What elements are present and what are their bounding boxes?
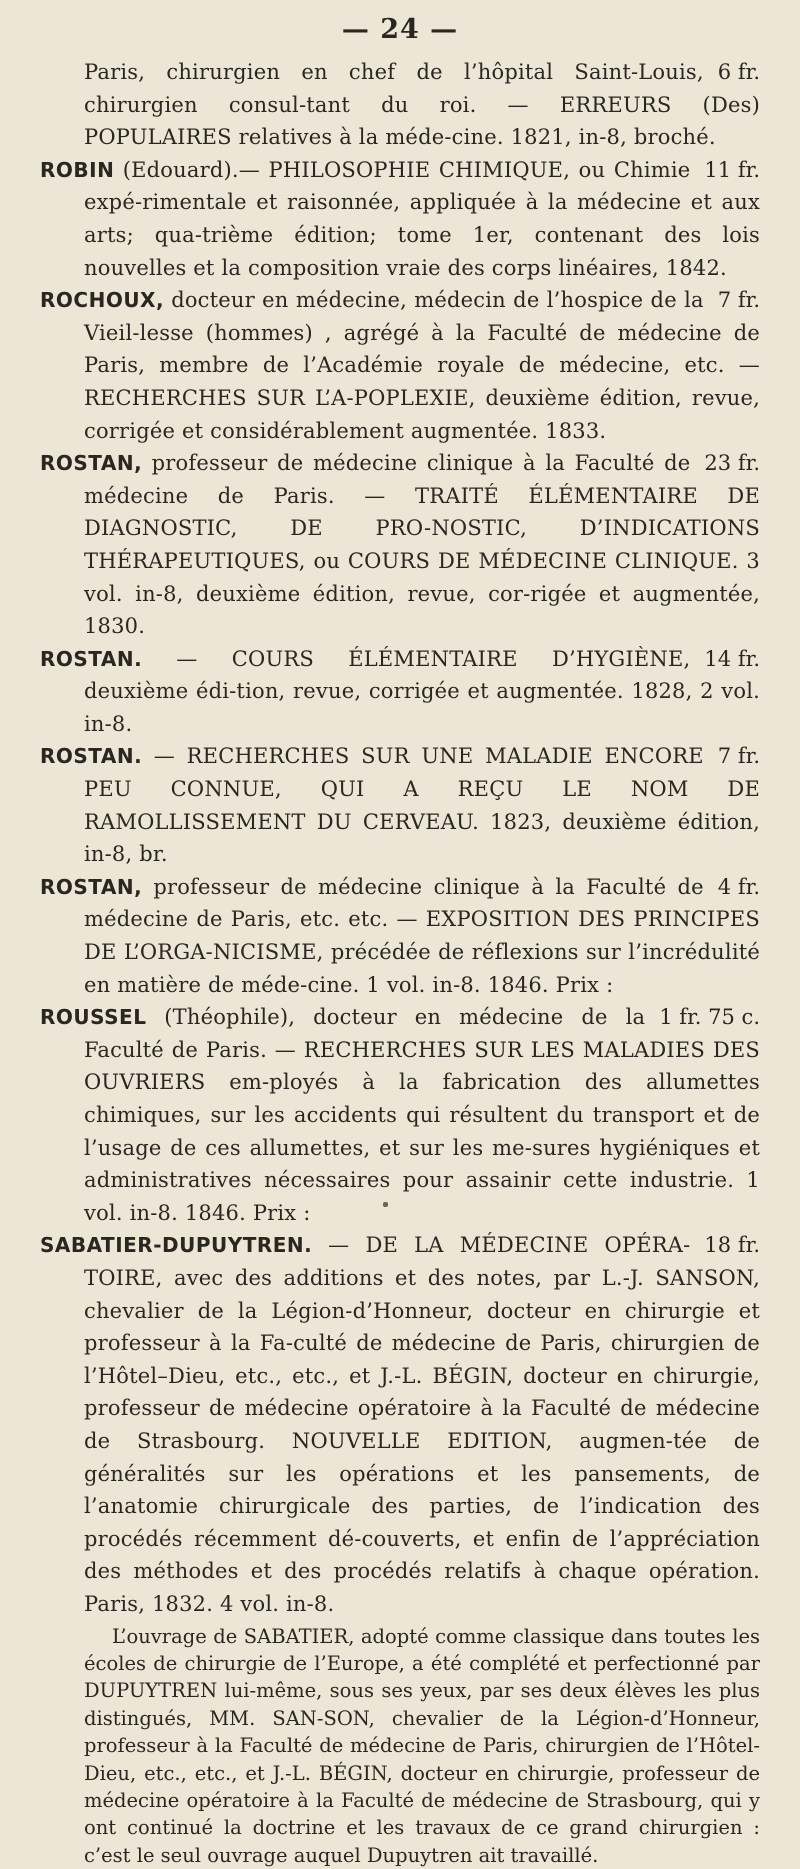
entry-text: — COURS ÉLÉMENTAIRE D’HYGIÈNE, deuxième édi-tion, revue, corrigée et augmentée. 1828, 2 vol. in-8. [84, 647, 760, 736]
entry-text: professeur de médecine clinique à la Faculté de médecine de Paris. — TRAITÉ ÉLÉMENTAIRE DE DIAGNOSTIC, DE PRO-NOSTIC, D’INDICATIONS THÉRAPEUTIQUES, ou COURS DE MÉDECINE CLINIQUE. 3 vol. in-8, deuxième édition, revue, cor-rigée et augmentée, 1830. [84, 451, 760, 638]
entry-author: ROSTAN. [40, 647, 142, 671]
ink-speck [383, 1202, 388, 1207]
entry-text: professeur de médecine clinique à la Faculté de médecine de Paris, etc. etc. — EXPOSITION DES PRINCIPES DE L’ORGA-NICISME, précédée de réflexions sur l’incrédulité en matière de méde-cine. 1 vol. in-8. 1846. Prix : [84, 875, 760, 997]
entry-text: (Théophile), docteur en médecine de la Faculté de Paris. — RECHERCHES SUR LES MALADIES DES OUVRIERS em-ployés à la fabrication des allumettes chimiques, sur les accidents qui résultent du transport et de l’usage de ces allumettes, et sur les me-sures hygiéniques et administratives nécessaires pour assainir cette industrie. 1 vol. in-8. 1846. Prix : [84, 1005, 760, 1225]
catalogue-entry [40, 871, 760, 1001]
entry-text: Paris, chirurgien en chef de l’hôpital Saint-Louis, chirurgien consul-tant du roi. — ERREURS (Des) POPULAIRES relatives à la méde-cine. 1821, in-8, broché. [84, 60, 760, 149]
entry-text: (Edouard).— PHILOSOPHIE CHIMIQUE, ou Chimie expé-rimentale et raisonnée, appliquée à la médecine et aux arts; qua-trième édition; tome 1er, contenant des lois nouvelles et la composition vraie des corps linéaires, 1842. [84, 158, 760, 280]
entry-author: ROBIN [40, 158, 114, 182]
page-number: — 24 — [0, 14, 800, 45]
entry-author: SABATIER-DUPUYTREN. [40, 1233, 312, 1257]
entry-price: 14 fr. [704, 643, 760, 676]
entry-price: 7 fr. [718, 284, 760, 317]
entry-text: docteur en médecine, médecin de l’hospice de la Vieil-lesse (hommes) , agrégé à la Faculté de médecine de Paris, membre de l’Académie royale de médecine, etc. — RECHERCHES SUR L’A-POPLEXIE, deuxième édition, revue, corrigée et considérablement augmentée. 1833. [84, 288, 760, 442]
entry-text: — DE LA MÉDECINE OPÉRA-TOIRE, avec des additions et des notes, par L.-J. SANSON, chevalier de la Légion-d’Honneur, docteur en chirurgie et professeur à la Fa-culté de médecine de Paris, chirurgien de l’Hôtel–Dieu, etc., etc., et J.-L. BÉGIN, docteur en chirurgie, professeur de médecine opératoire à la Faculté de médecine de Strasbourg. NOUVELLE EDITION, augmen-tée de généralités sur les opérations et les pansements, de l’anatomie chirurgicale des parties, de l’indication des procédés récemment dé-couverts, et enfin de l’appréciation des méthodes et des procédés relatifs à chaque opération. Paris, 1832. 4 vol. in-8. [84, 1233, 760, 1616]
entry-author: ROUSSEL [40, 1005, 146, 1029]
entry-price: 23 fr. [704, 447, 760, 480]
catalogue-entry [40, 643, 760, 741]
entry-author: ROSTAN, [40, 875, 142, 899]
catalogue-entry [40, 154, 760, 284]
entry-author: ROCHOUX, [40, 288, 164, 312]
catalogue-entry-continuation [40, 56, 760, 154]
catalogue-entry [40, 284, 760, 447]
entry-price: 6 fr. [718, 56, 760, 89]
catalogue-entry [40, 1001, 760, 1229]
entry-price: 7 fr. [718, 740, 760, 773]
entry-price: 1 fr. 75 c. [659, 1001, 760, 1034]
catalogue-entry [40, 740, 760, 870]
entry-price: 11 fr. [704, 154, 760, 187]
catalogue-entry [40, 1229, 760, 1620]
entry-author: ROSTAN. [40, 744, 142, 768]
entry-text: — RECHERCHES SUR UNE MALADIE ENCORE PEU CONNUE, QUI A REÇU LE NOM DE RAMOLLISSEMENT DU CERVEAU. 1823, deuxième édition, in-8, br. [84, 744, 760, 866]
editorial-note: L’ouvrage de SABATIER, adopté comme classique dans toutes les écoles de chirurgie de l’Europe, a été complété et perfectionné par DUPUYTREN lui-même, sous ses yeux, par ses deux élèves les plus distingués, MM. SAN-SON, chevalier de la Légion-d’Honneur, professeur à la Faculté de médecine de Paris, chirurgien de l’Hôtel-Dieu, etc., etc., et J.-L. BÉGIN, docteur en chirurgie, professeur de médecine opératoire à la Faculté de médecine de Strasbourg, qui y ont continué la doctrine et les travaux de ce grand chirurgien : c’est le seul ouvrage auquel Dupuytren ait travaillé. [40, 1623, 760, 1869]
entry-price: 18 fr. [704, 1229, 760, 1262]
entry-price: 4 fr. [718, 871, 760, 904]
catalogue-entry [40, 447, 760, 643]
entry-author: ROSTAN, [40, 451, 142, 475]
